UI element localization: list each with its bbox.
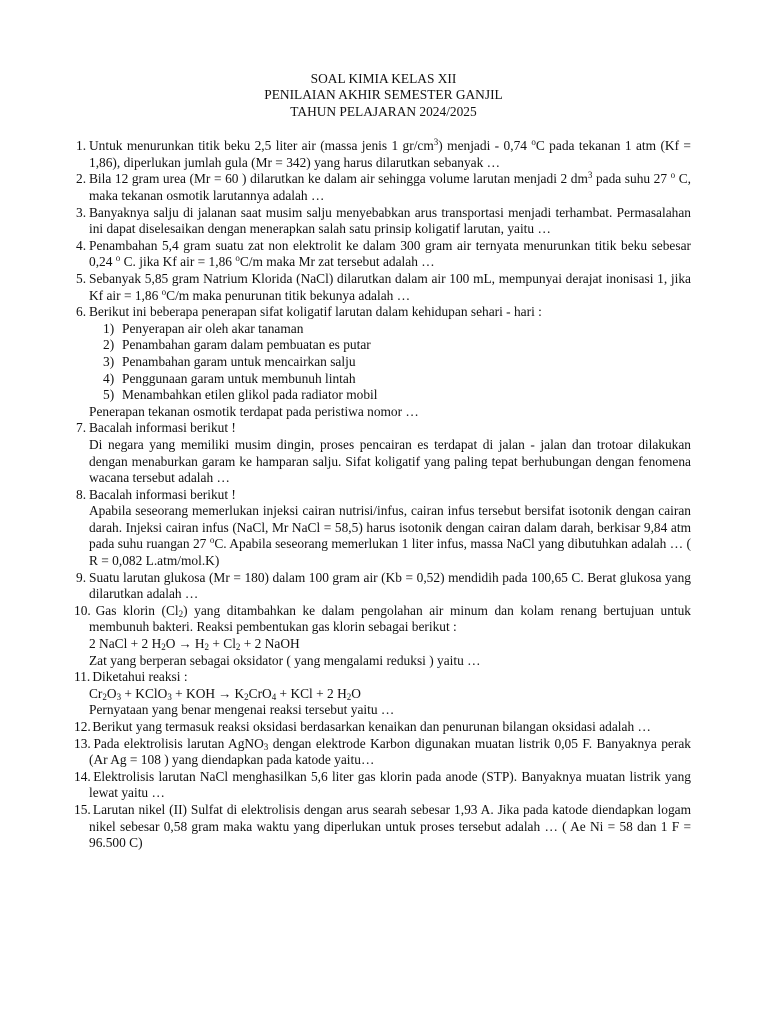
question-1 (76, 138, 691, 171)
header-line-3: TAHUN PELAJARAN 2024/2025 (290, 103, 477, 119)
question-6 (76, 304, 691, 420)
question-text: Gas klorin $(Cl_2)$ yang ditambahkan ke dalam pengolahan air minum dan kolam renang bertujuan untuk membunuh bakteri. Reaksi pembentukan gas klorin sebagai berikut : (89, 602, 692, 635)
reaction-arrow-icon: → (218, 685, 232, 701)
reading-passage: Apabila seseorang memerlukan injeksi cairan nutrisi/infus, cairan infus tersebut bersifat isotonik dengan cairan darah. Injeksi cairan infus (NaCl, Mr NaCl = 58,5) harus isotonik dengan cairan dalam darah, berkisar 9,84 atm pada suhu ruangan 27 $^o$C. Apabila seseorang memerlukan 1 liter infus, massa NaCl yang dibutuhkan adalah … ( R = 0,082 L.atm/mol.K) (89, 503, 691, 569)
question-number: 15. (74, 801, 91, 817)
list-item: 3) Penambahan garam untuk mencairkan salju (103, 353, 356, 369)
header-line-1: SOAL KIMIA KELAS XII (310, 71, 457, 86)
question-number: 2. (76, 171, 87, 187)
question-list (76, 138, 691, 852)
list-item: 2) Penambahan garam dalam pembuatan es putar (103, 337, 371, 353)
header-line-2: PENILAIAN AKHIR SEMESTER GANJIL (264, 87, 503, 103)
reaction-equation: $Cr_2O_3$ + KClO$_3$ + KOH → $K_2CrO_4$ + KCl + 2 $H_2O$ (89, 685, 361, 702)
document-header (76, 71, 691, 120)
question-text: Berikut yang termasuk reaksi oksidasi berdasarkan kenaikan dan penurunan bilangan oksidasi adalah … (92, 719, 651, 734)
reaction-arrow-icon: → (178, 636, 192, 652)
question-12 (76, 719, 691, 736)
question-text: Banyaknya salju di jalanan saat musim salju menyebabkan arus transportasi menjadi terhambat. Permasalahan ini dapat diselesaikan dengan menerapkan salah satu prinsip koligatif larutan, yaitu … (89, 204, 691, 237)
question-9 (76, 570, 691, 603)
question-prompt: Zat yang berperan sebagai oksidator ( yang mengalami reduksi ) yaitu … (89, 652, 481, 668)
reading-passage: Di negara yang memiliki musim dingin, proses pencairan es terdapat di jalan - jalan dan trotoar dilakukan dengan menaburkan garam ke hamparan salju. Sifat koligatif yang paling tepat berhubungan dengan fenomena wacana tersebut adalah … (89, 436, 691, 486)
question-7 (76, 420, 691, 486)
question-text: Penambahan 5,4 gram suatu zat non elektrolit ke dalam 300 gram air ternyata menurunkan titik beku sebesar 0,24 $^o$ C. jika Kf air = 1,86 $^o$C/m maka Mr zat tersebut adalah … (89, 237, 691, 270)
question-number: 3. (76, 204, 87, 220)
question-number: 11. (74, 669, 91, 685)
question-text: Elektrolisis larutan NaCl menghasilkan 5,6 liter gas klorin pada anode (STP). Banyaknya muatan listrik yang lewat yaitu … (89, 768, 691, 801)
question-13 (76, 736, 691, 769)
question-text: Untuk menurunkan titik beku 2,5 liter air (massa jenis 1 $gr/cm^3$) menjadi - 0,74 $^o$C pada tekanan 1 atm (Kf = 1,86), diperlukan jumlah gula (Mr = 342) yang harus dilarutkan sebanyak … (89, 137, 691, 170)
question-number: 5. (76, 270, 87, 286)
question-15 (76, 802, 691, 852)
question-text: Bila 12 gram urea (Mr = 60 ) dilarutkan ke dalam air sehingga volume larutan menjadi 2 $dm^3$ pada suhu 27 $^o$ C, maka tekanan osmotik larutannya adalah … (89, 170, 691, 203)
question-number: 14. (74, 768, 91, 784)
question-14 (76, 769, 691, 802)
question-number: 1. (76, 138, 87, 154)
question-11 (76, 669, 691, 719)
question-4 (76, 238, 691, 271)
question-text: Sebanyak 5,85 gram Natrium Klorida (NaCl) dilarutkan dalam air 100 mL, mempunyai derajat inonisasi 1, jika Kf air = 1,86 $^o$C/m maka penurunan titik bekunya adalah … (89, 270, 691, 303)
question-text: Diketahui reaksi : (92, 669, 188, 685)
list-item: 4) Penggunaan garam untuk membunuh lintah (103, 370, 356, 386)
question-text: Suatu larutan glukosa (Mr = 180) dalam 100 gram air (Kb = 0,52) mendidih pada 100,65 C. Berat glukosa yang dilarutkan adalah … (89, 569, 691, 602)
question-number: 8. (76, 486, 87, 502)
question-number: 7. (76, 420, 87, 436)
question-text: Pada elektrolisis larutan AgNO$_3$ dengan elektrode Karbon digunakan muatan listrik 0,05 F. Banyaknya perak (Ar Ag = 108 ) yang diendapkan pada katode yaitu… (89, 735, 691, 768)
question-prompt: Pernyataan yang benar mengenai reaksi tersebut yaitu … (89, 702, 395, 718)
question-text: Larutan nikel (II) Sulfat di elektrolisis dengan arus searah sebesar 1,93 A. Jika pada katode diendapkan logam nikel sebesar 0,58 gram maka waktu yang diperlukan untuk proses tersebut adalah … ( Ae Ni = 58 dan 1 F = 96.500 C) (89, 801, 691, 851)
question-text: Bacalah informasi berikut ! (89, 420, 236, 436)
question-2 (76, 171, 691, 204)
question-prompt: Penerapan tekanan osmotik terdapat pada peristiwa nomor … (89, 403, 419, 419)
reaction-equation: 2 NaCl + 2 $H_2O \to H_2 + Cl_2 + 2$ NaOH (89, 636, 300, 653)
question-5 (76, 271, 691, 304)
question-number: 10. (74, 602, 91, 618)
question-number: 6. (76, 304, 87, 320)
question-number: 12. (74, 719, 91, 734)
question-text: Berikut ini beberapa penerapan sifat koligatif larutan dalam kehidupan sehari - hari : (89, 304, 542, 320)
question-number: 4. (76, 237, 87, 253)
list-item: 1) Penyerapan air oleh akar tanaman (103, 320, 304, 336)
list-item: 5) Menambahkan etilen glikol pada radiator mobil (103, 387, 378, 403)
question-text: Bacalah informasi berikut ! (89, 486, 236, 502)
question-3 (76, 205, 691, 238)
question-number: 9. (76, 569, 87, 585)
question-number: 13. (74, 735, 91, 751)
question-10 (76, 603, 691, 669)
question-8 (76, 487, 691, 570)
